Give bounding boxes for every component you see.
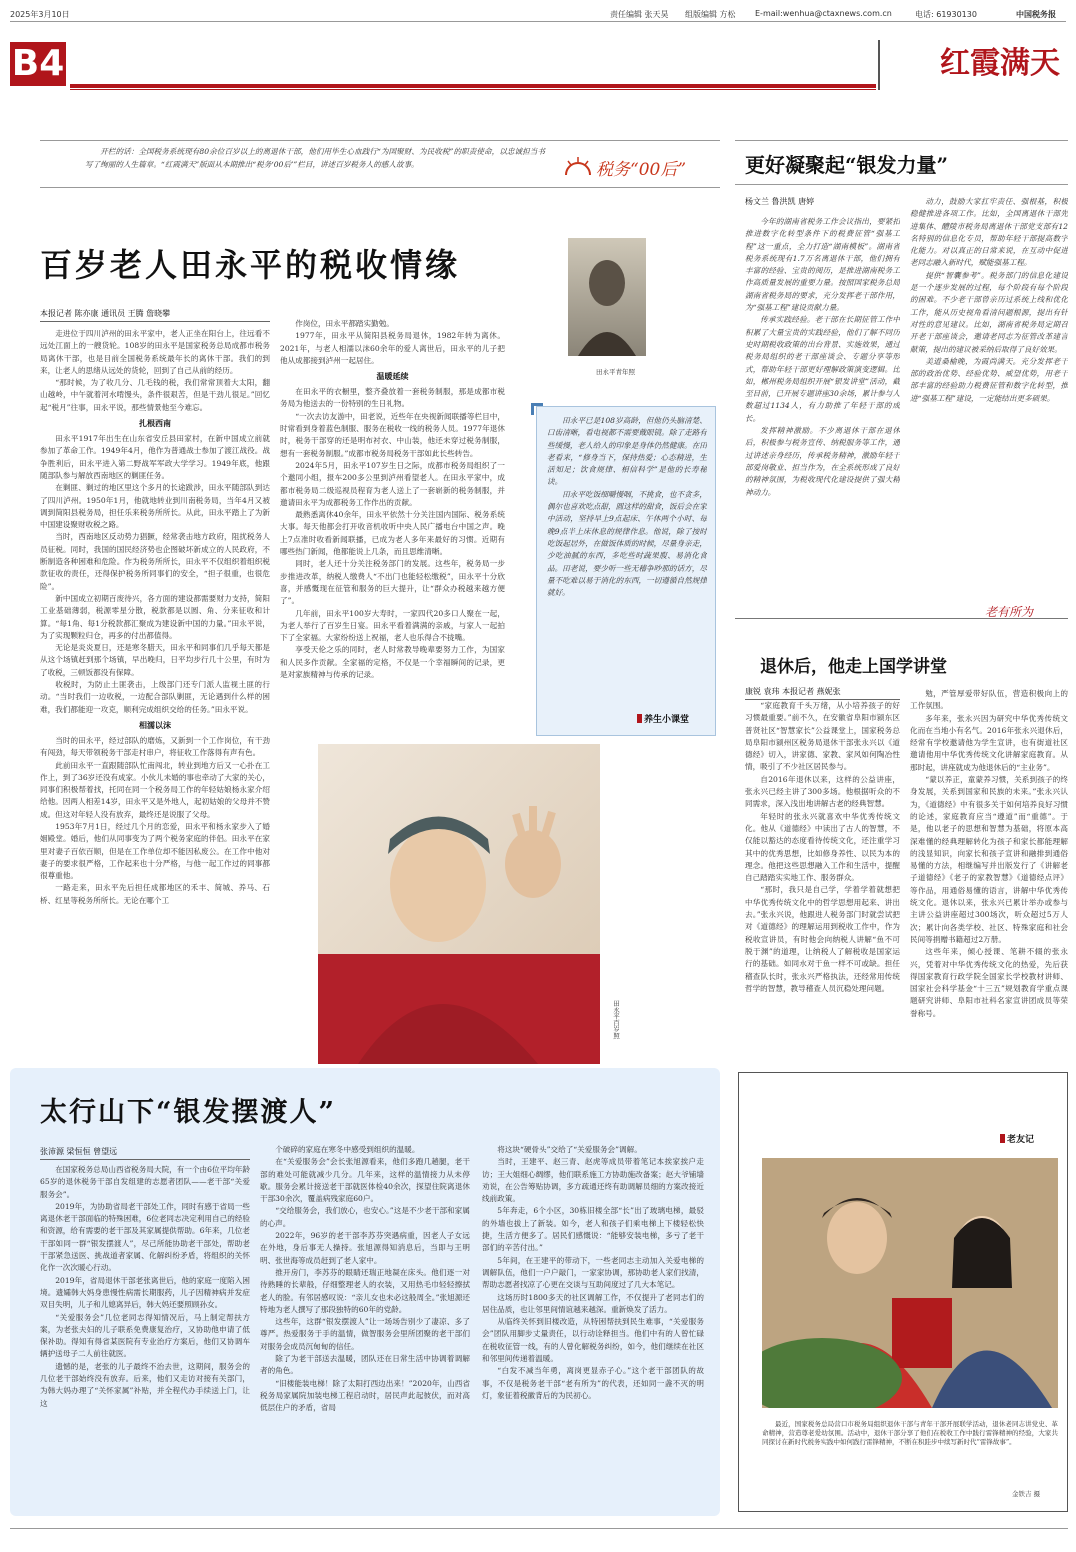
article3-title: 退休后，他走上国学讲堂 [760,657,947,677]
paragraph: 推开房门，李苏芬的眼睛还瑞正地凝在床头。他们逐一对待熟睡的长辈般，仔细整理老人的衣装，又用热毛巾轻轻擦拭老人的脸。有邻居感叹说：“亲儿女也未必这般周全。”张旭源还特地为老人撰写了那段独特的60年的党龄。 [260,1267,470,1314]
paragraph: 新中国成立初期百废待兴，各方面的建设都需要财力支持，简阳工业基础薄弱，税源零星分散，税款都是以圆、角、分来征收和计算。“每1角、每1分税款都汇聚成为建设新中国的力量。”田永平说，为了实现颗粒归仓，再多的付出都值得。 [40,593,270,640]
article4-byline: 张沛源 梁恒恒 曾望远 [40,1146,250,1160]
contact-phone: 电话: 61930130 [915,10,977,19]
subheading: 温暖延续 [376,372,409,382]
paragraph: “蒙以养正，童蒙养习惯，关系到孩子的终身发展，关系到国家和民族的未来。”张永兴认为，《道德经》中有很多关于如何培养良好习惯的论述，家庭教育应当“遵道”而“重德”。于是，他以老子的思想和智慧为基础，将原本高深难懂的经典理解转化为孩子和家长都能理解的浅显知识，向家长和孩子宣讲和融排到通俗易懂的方法，相继编写并出版发行了《讲解老子道德经》《老子的家教智慧》《道德经点评》等作品，用通俗易懂的语言，讲解中华优秀传统文化。退休以来，张永兴已累计举办或参与主讲公益讲座超过300场次，听众超过5万人次；累计向各类学校、社区、特殊家庭和社会民间等捐赠书籍超过2万册。 [910,775,1068,944]
main-article-col-2 [280,318,505,718]
paragraph: 田永平吃饭细嚼慢咽，不挑食，也不贪多，偶尔也喜欢吃点甜，圆这样的甜食，饭后会在家中活动，坚持早上9点起床、午休两个小时、每晚9点半上床休息的规律作息。他说，除了按时吃饭起居外，在做饭体质的时候，尽量身亲走，少吃油腻的东西，多吃些时蔬果腹、易消化食品。田老说，要少听一些无稽争吵那的话方，尽量不吃难以易于消化的东西，一切遵循自然规律就好。 [547,489,707,598]
elderly-man-waving-icon [318,744,600,1064]
paragraph: 传承实践经验。老干部在长期征管工作中积累了大量宝贵的实践经验，他们了解不同历史时期税收政策的出台背景、实施效果，通过税务局组织的老干部座谈会、专题分享等形式，帮助年轻干部更好理解政策演变逻辑。比如，郴州税务局组织开展“银发讲堂”活动，截至目前，已开展专题讲座30余场，累计参与人数超过1134人，有力助推了年轻干部的成长。 [745,315,900,423]
paragraph: 田永平已是108岁高龄，但他仍头脑清楚、口齿清晰，看电视都不需要戴眼镜。除了走路有些缓慢，老人给人的印象是身体仍然健康。在田老看来，“修身当下，保持热爱；心态精进，生活知足；饮食规律、相信科学”是他的长寿秘诀。 [547,416,707,487]
centenarian-photo-caption: 田永平百岁照 [612,1000,620,1039]
paragraph: 收税时，为防止土匪袭击，上级部门还专门派人监视土匪的行动。“当时我们一边收税，一边配合部队剿匪，无论遇到什么样的困难，我们都能迎一攻克，顺利完成组织交给的任务。”田永平说。 [40,680,270,714]
contact-email[interactable]: E-mail:wenhua@ctaxnews.com.cn [755,9,892,18]
issue-date: 2025年3月10日 [10,10,70,19]
paragraph: 多年来，张永兴因为研究中华优秀传统文化而在当地小有名气。2016年张永兴退休后，经常有学校邀请他为学生宣讲，也有街道社区邀请他用中华优秀传统文化讲解家庭教育。从那时起，讲座就成为他退休后的“主业务”。 [910,713,1068,772]
paragraph: 个破碎的家庭在寒冬中感受到组织的温暖。 [275,1145,420,1154]
paragraph: 当时，王建平、赵三青、赵虎等成员带着笔记本挨家挨户走访；王大姐细心绸缪，他们联系施工方协助施改备案；赵大爷铺墙劝说，在公告筹贴协调，多方疏通还终有助调解员细的方案改接近线前政策。 [482,1157,704,1204]
paragraph: 美道桑榆晚，为霞尚满天。充分发挥老干部的政治优势、经验优势、威望优势，用老干部丰富的经验助力税费征管和数字化转型，推进“强基工程”建设，一定能结出更多硕果。 [910,356,1068,403]
paragraph: 从临终关怀到旧楼改造，从特困帮扶到民生难事，“关爱服务会”团队用脚步丈量责任，以行动诠释担当。他们中有的人曾忙碌在税收征管一线，有的人曾化解税务纠纷，如今，他们继续在社区和邻里间传递着温暖。 [482,1317,704,1364]
article2-col-2 [910,196,1068,594]
paragraph: 1977年，田永平从简阳县税务局退休，1982年转为离休。2021年，与老人相濡以沫60余年的爱人离世后，田永平的儿子把他从成都接到泸州一起居住。 [280,331,505,365]
paragraph: 此前田永平一直跟随部队忙南闯北，转业到地方后又一心扑在工作上，到了36岁还没有成家。小伙儿未婚的事也牵动了大家的关心，同事们积极帮着找，托同在同一个税务局工作的年轻姑娘杨永家介绍给他。因两人相差14岁，田永平又是外地人，起初姑娘的父母并不赞成。但这对年轻人没有放弃，最终还是说服了父母。 [40,760,270,819]
main-article-byline: 本报记者 陈亦康 通讯员 王腾 詹晓攀 [40,308,270,322]
paragraph: 自2016年退休以来，这样的公益讲座，张永兴已经主讲了300多场。他根据听众的不同需求，深入浅出地讲解古老的经典智慧。 [745,774,900,809]
paragraph: 这些年来，倾心授课、笔耕不辍的张永兴，凭着对中华优秀传统文化的热爱，先后获得国家教育行政学院全国家长学校教材讲师、国家社会科学基金“十三五”规划教育学重点课题研究讲师、阜阳市社科名家宣讲团成员等荣誉称号。 [910,947,1068,1018]
responsible-editor: 责任编辑 张天昊 [610,10,669,19]
paragraph: 遗憾的是，老张的儿子最终不治去世，这期间，服务会的几位老干部始终没有放弃。后来，他们又走访对接有关部门，为韩大妈办理了“关怀家属”补贴，并全程代办手续送上门，让这 [40,1361,250,1408]
paragraph: “旧楼能装电梯！除了太阳打西边出来！”2020年，山西省税务局家属院加装电梯工程启动时，居民声此起彼伏，而对高低层住户的矛盾，省局 [260,1378,470,1413]
article2-byline: 杨文兰 鲁洪凯 唐婷 [745,197,815,206]
corner-bracket-icon [531,403,543,415]
paragraph: 最熟悉离休40余年，田永平依然十分关注国内国际、税务系统大事。每天他都会打开收音机收听中央人民广播电台中国之声。晚上7点准时收看新闻联播，已成为老人多年来最好的习惯。近期有哪些热门新闻，他都能说上几条，而且思维清晰。 [280,510,505,557]
paragraph: 动力，鼓励大家扛牢责任、强根基，积极稳健推进各项工作。比如，全国离退休干部先进集体、醴陵市税务局离退休干部党支部有12名特别的信息化专员，帮助年轻干部提高数字化能力。对以真正的日常来说，在互动中促进老同志融入新时代，赋能强基工程。 [910,197,1068,268]
article4-col-3 [482,1144,704,1509]
article2-title-box [735,140,1068,185]
paragraph: 这些年，这群“银发摆渡人”让一场场告别少了凄凉、多了尊严。热爱服务于手的温情，做智服务会里所团聚的老干部们对服务会成员沉甸甸的信任。 [260,1317,470,1351]
paragraph: 这场历时1800多天的社区调解工作，不仅提升了老同志们的居住品质，也让邻里间情谊越来越深。重新焕发了活力。 [482,1292,704,1314]
article5-photographer: 金铁吉 摄 [1012,1490,1041,1498]
section-title: 红霞满天 [878,40,1068,90]
article2-col-1 [745,216,900,616]
layout-editor: 组版编辑 方松 [685,10,736,19]
article3-col-2 [910,688,1068,1062]
newspaper-name: 中国税务报 [1016,10,1056,19]
column-logo [560,153,690,179]
paragraph: 除了为老干部送去温暖，团队还在日常生活中协调着调解者的角色。 [260,1354,470,1376]
paragraph: 在“关爱服务会”会长张旭源看来，他们多跑几趟腿，老干部的难处可能就减少几分。几年来，这样的温情接力从未停歇。服务会累计接送老干部就医体检40余次，探望住院离退休干部30余次，覆盖病残家庭60户。 [260,1157,470,1204]
paragraph: 2024年5月，田永平107岁生日之际，成都市税务局组织了一个邀同小组，报车200多公里到泸州看望老人。在田永平家中，成都市税务局二级巡视员程育为老人送上了一套崭新的税务制服，并邀请田永平为成都税务工作作出的贡献。 [280,460,505,507]
intro-box [40,140,720,188]
paragraph: “那时候，为了收几分、几毛钱的税，我们常常顶着大太阳，翻山越岭，中午就着河水啃馒头，条件很艰苦，但是干劲儿很足。”回忆起“税月”往事，田永平说，那些情景他至今难忘。 [40,378,270,412]
subheading: 相濡以沫 [139,720,171,730]
paragraph: 发挥精神激励。不少离退休干部在退休后，积极参与税务宣传、纳税服务等工作，通过讲述亲身经历，传承税务精神，激励年轻干部爱岗敬业、担当作为，在全系统形成了良好的精神氛围，为税收现代化建设提供了强大精神动力。 [745,426,900,497]
health-tips-tag: 养生小课堂 [637,712,689,725]
paragraph: 勉，严管厚爱带好队伍，营造积极向上的工作氛围。 [910,689,1068,711]
header-red-rule-thin [70,89,876,90]
paragraph: 田永平1917年出生在山东省安丘县田家村，在新中国成立前就参加了革命工作。1949年4月，他作为普通战士参加了渡江战役。战争胜利后，田永平进入第二野战军军政大学学习。1949年底，他跟随部队参与解放西南地区的剿匪任务。 [40,434,270,480]
paragraph: 今年的湖南省税务工作会议指出，要紧扣推进数字化转型条件下的税费征管“强基工程”这一重点，全力打造“湖南模板”。湖南省税务系统现有1.7万名离退休干部，他们拥有丰富的经验、宝贵的阅历，是推进湖南税务工作高质量发展的重要力量。按照国家税务总局湖南省税务局的要求，充分发挥老干部作用，为“强基工程”建设贡献力量。 [745,217,900,313]
paragraph: 一路走来，田永平先后担任成都地区的禾丰、简城、养马、石桥、红星等税务所所长。无论在哪个工 [40,883,270,905]
paragraph: 作岗位，田永平都踏实勤勉。 [295,319,394,328]
article3-logo: 老有所为 [985,605,1034,619]
article4-col-2 [260,1144,470,1509]
article5-photo [762,1158,1058,1408]
paragraph: 几年前，田永平100岁大寿时，一家四代20多口人聚在一起，为老人举行了百岁生日宴。田永平看着满满的亲戚，与家人一起拍下了全家福。大家纷纷送上祝福，老人也乐得合不拢嘴。 [280,608,505,643]
paragraph: 将这块“硬骨头”交给了“关爱服务会”调解。 [497,1145,642,1154]
article3-byline: 康锐 袁玮 本报记者 燕妮张 [745,686,900,700]
article4-col-1 [40,1164,250,1509]
health-tips-box [536,406,716,736]
paragraph: “白发不减当年勇，离岗更显赤子心。”这个老干部团队的故事，不仅是税务老干部“老有所为”的代表，还如同一盏不灭的明灯，象征着税徽背后的为民初心。 [482,1366,704,1400]
main-article-title: 百岁老人田永平的税收情缘 [40,246,461,284]
paragraph: 在剿匪、剿过的地区里这个多月的长途跋涉，田永平随部队到达了四川泸州。1950年1月，他就地转业到川南税务局，当年4月又被调到简阳县税务局，担任乐来税务所所长。从此，田永平踏上了为新中国建设聚财收税之路。 [40,483,270,530]
page-header-bar [10,8,1066,22]
paragraph: 2022年，96岁的老干部李苏芬突遇病重，因老人子女远在外地，身后事无人操持。张旭源得知消息后，当即与王明明、张世海等成员赶到了老人家中。 [260,1231,470,1265]
paragraph: “那时，我只是自己学，学着学着就想把中华优秀传统文化中的哲学思想用起来、讲出去。”张永兴说，他跟进人税务部门时就尝试把对《道德经》的理解运用到税收工作中，作为税收宣讲员，有时他会向纳税人讲解“鱼不可脱于渊”的道理，让纳税人了解税收是国家运行的基础。如同水对于鱼一样不可或缺。担任稽查队长时，张永兴严格执法，还经常用传统哲学的智慧，教导稽查人员沉稳处理问题。 [745,885,900,993]
paragraph: 5年奔走，6个小区，30栋旧楼全部“长”出了玻璃电梯，最驳的外墙也拔上了新装。如今，老人和孩子们乘电梯上下楼轻松快捷，生活方便多了。居民们感慨说：“能够安装电梯，多亏了老干部们的辛苦付出。” [482,1206,704,1253]
health-tips-text [547,415,707,705]
paragraph: 在田永平的衣橱里，整齐叠放着一套税务制服，那是成都市税务局为他送去的一份特别的生日礼物。 [280,387,505,409]
intro-text: 开栏的话：全国税务系统现有80余位百岁以上的离退休干部，他们用毕生心血践行“为国聚财、为民收税”的职责使命，以忠诚担当书写了绚丽的人生篇章。“红霞满天”版面从本期推出“税务‘00后’”栏目，讲述百岁税务人的感人故事。 [85,147,545,169]
footer-rule [10,1528,1068,1529]
centenarian-photo [318,744,600,1064]
article5-tag: 老友记 [1000,1132,1034,1145]
column-logo-text: 税务“00后” [596,160,687,180]
paragraph: 享受天伦之乐的同时，老人时常教导晚辈要努力工作，为国家和人民多作贡献。全家福的定格，不仅是一个幸福瞬间的记录，更是对家族精神与传承的记录。 [280,645,505,680]
paragraph: 2019年，为协助省局老干部处工作，同时有感于省局一些离退休老干部面临的特殊困难，6位老同志决定利用自己的经验和资源，给有需要的老干部及其家属提供帮助。6年来，几位老干部如同一群“银发摆渡人”，尽己所能协助老干部处，帮助老干部紧急送医、挑战道者家属、化解纠纷矛盾，将组织的关怀化作一次次暖心行动。 [40,1201,250,1273]
paragraph: “关爱服务会”几位老同志得知情况后，马上制定帮扶方案，为老张夫妇的儿子联系免费康复治疗，又协助他申请了低保补助。得知有得省某医院有专业治疗方案后，他们又协调车辆护送母子二人前往就医。 [40,1312,250,1359]
article5-caption: 最近，国家税务总局营口市税务局组织退休干部与青年干部开展联学活动，退休老同志讲党史、革命精神，营造尊老爱幼氛围。活动中，退休干部分享了他们在税收工作中践行雷锋精神的经验，大家共同探讨在新时代税务实践中如何践行雷锋精神，不断在积跬步中续写新时代“雷锋故事”。 [762,1420,1058,1446]
paragraph: “交给服务会，我们放心，也安心。”这是不少老干部和家属的心声。 [260,1206,470,1228]
paragraph: 2019年，省局退休干部老张离世后，他的家庭一度陷入困境。遗孀韩大妈身患慢性病需长期服药，儿子因精神病并发症双目失明，儿子和儿媳离异后，韩大妈还要照顾孙女。 [40,1275,250,1310]
page-number: B4 [11,43,65,84]
paragraph: 在国家税务总局山西省税务局大院，有一个由6位平均年龄65岁的退休税务干部自发组建的志愿者团队——老干部“关爱服务会”。 [40,1165,250,1199]
article3-col-1 [745,700,900,1062]
paragraph: “一次去访友游中，田老说，近些年在央视新闻联播等栏目中，时常看到身着蓝色制服、服务在税收一线的税务人员。1977年退休时，税务干部穿的还是明布衬衣、中山装，他还未穿过税务制服，想有一套税务制服。”成都市税务局税务干部如此长些转告。 [280,411,505,458]
two-women-reading-icon [762,1158,1058,1408]
article4-title: 太行山下“银发摆渡人” [40,1097,337,1128]
paragraph: 1953年7月1日，经过几个月的恋爱，田永平和杨永家步入了婚姻殿堂。婚后，他们从同事变为了两个税务家庭的伴侣。田永平在家里对妻子百依百顺，但是在工作单位却不能因私废公。在工作中他对妻子的要求很严格，工作起来也十分严格，与他一起工作过的同事都很尊重他。 [40,821,270,881]
article2-title: 更好凝聚起“银发力量” [745,153,949,177]
subheading: 扎根西南 [139,419,171,429]
header-red-rule [70,84,876,88]
paragraph: 走进位于四川泸州的田永平家中，老人正坐在阳台上，往远看不远处江面上的一艘货轮。108岁的田永平是国家税务总局成都市税务局离休干部，也是目前全国税务系统最年长的离休干部。我们的到来，让老人的思绪从远处的货轮，回到了自己从前的经历。 [40,329,270,375]
paragraph: 年轻时的张永兴就喜欢中华优秀传统文化。他从《道德经》中读出了古人的智慧，不仅能以豁达的态度看待传统文化，还注重学习其中的优秀思想，比如修身养性、以民为本的理念。他把这些思想融入工作和生活中，提醒自己踏踏实实地工作、服务群众。 [745,811,900,883]
main-article-col-1 [40,328,270,1068]
paragraph: 无论是炎炎夏日，还是寒冬腊天，田永平和同事们几乎每天都是从这个场镇赶到那个场镇，早出晚归，日平均步行几十公里，有时为了收税，三顿饭都没有保障。 [40,643,270,677]
paragraph: 同时，老人还十分关注税务部门的发展。这些年，税务局一步步推进改革，纳税人缴费人“不出门也能轻松缴税”，田永平十分欣喜，并感慨现在征管和服务的巨大提升，让“群众办税越来越方便了”。 [280,559,505,606]
paragraph: 提供“智囊参考”。税务部门的信息化建设是一个逐步发展的过程，每个阶段有每个阶段的困难。不少老干部曾亲历过系统上线和优化工作，能从历史视角看清问题根源，提出有针对性的意见建议。比如，湖南省税务局定期召开老干部座谈会，邀请老同志为征管改革建言献策，提出的建议被采纳后取得了良好效果。 [910,270,1068,354]
paragraph: “家庭教育千头万绪，从小培养孩子的好习惯最重要。”前不久，在安徽省阜阳市颍东区普贤社区“智慧家长”公益课堂上，国家税务总局阜阳市颍州区税务局退休干部张永兴以《道德经》切入，讲家德、家教、家风如何陶冶性情，吸引了不少社区居民参与。 [745,701,900,772]
paragraph: 5年间，在王建平的带动下，一些老同志主动加入关爱电梯的调解队伍，他们一户户敲门，一家家协调，那协助老人家们找清，帮助志愿者找凉了心更在交谈与互助间度过了几大本笔记。 [482,1255,704,1290]
paragraph: 当时的田永平，经过部队的磨炼，又新到一个工作岗位，有干劲有闯劲，每天带领税务干部走村串户，将征收工作落得有声有色。 [40,735,270,758]
youth-photo-caption: 田永平青年照 [596,368,635,376]
paragraph: 当时，西南地区反动势力猖獗，经常袭击地方政府，阻扰税务人员征税。同时，我国的国民经济势也企图破坏新成立的人民政府，不断制造各种困难和危险。作为税务所所长，田永平不仅组织着组织税款征收的责任，还得保护税务所同事们的安全，“担子很重，也很危险”。 [40,532,270,591]
portrait-icon [568,238,646,356]
youth-portrait-photo [568,238,646,356]
